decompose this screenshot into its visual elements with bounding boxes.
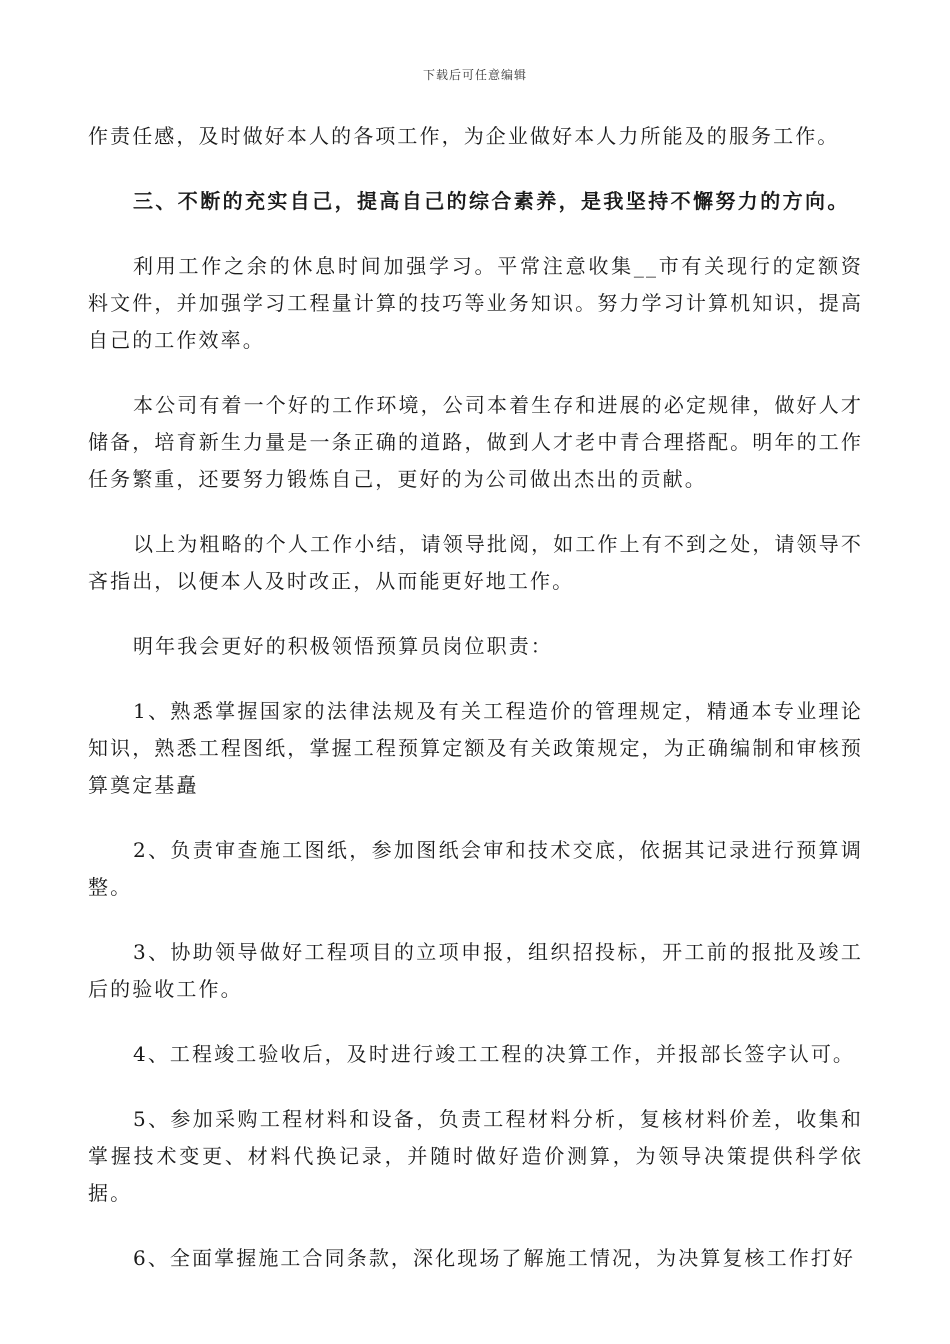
- list-item: 5、参加采购工程材料和设备，负责工程材料分析，复核材料价差，收集和掌握技术变更、材料代换记录，并随时做好造价测算，为领导决策提供科学依据。: [88, 1107, 863, 1205]
- paragraph-continuation: 作责任感，及时做好本人的各项工作，为企业做好本人力所能及的服务工作。: [88, 124, 840, 148]
- paragraph: 利用工作之余的休息时间加强学习。平常注意收集__市有关现行的定额资料文件，并加强学习工程量计算的技巧等业务知识。努力学习计算机知识，提高自己的工作效率。: [88, 254, 863, 352]
- section-heading: 三、不断的充实自己，提高自己的综合素养，是我坚持不懈努力的方向。: [133, 189, 850, 213]
- header-note: 下载后可任意编辑: [422, 68, 527, 82]
- document-body: [88, 118, 863, 1305]
- paragraph: 本公司有着一个好的工作环境，公司本着生存和进展的必定规律，做好人才储备，培育新生力量是一条正确的道路，做到人才老中青合理搭配。明年的工作任务繁重，还要努力锻炼自己，更好的为公司做出杰出的贡献。: [88, 393, 863, 491]
- list-item: 6、全面掌握施工合同条款，深化现场了解施工情况，为决算复核工作打好: [133, 1246, 856, 1270]
- list-item: 3、协助领导做好工程项目的立项申报，组织招投标，开工前的报批及竣工后的验收工作。: [88, 940, 863, 1001]
- paragraph: 明年我会更好的积极领悟预算员岗位职责：: [133, 634, 553, 658]
- list-item: 4、工程竣工验收后，及时进行竣工工程的决算工作，并报部长签字认可。: [133, 1042, 856, 1066]
- list-item: 1、熟悉掌握国家的法律法规及有关工程造价的管理规定，精通本专业理论知识，熟悉工程图纸，掌握工程预算定额及有关政策规定，为正确编制和审核预算奠定基矗: [88, 699, 863, 797]
- list-item: 2、负责审查施工图纸，参加图纸会审和技术交底，依据其记录进行预算调整。: [88, 838, 863, 899]
- paragraph: 以上为粗略的个人工作小结，请领导批阅，如工作上有不到之处，请领导不吝指出，以便本人及时改正，从而能更好地工作。: [88, 532, 863, 593]
